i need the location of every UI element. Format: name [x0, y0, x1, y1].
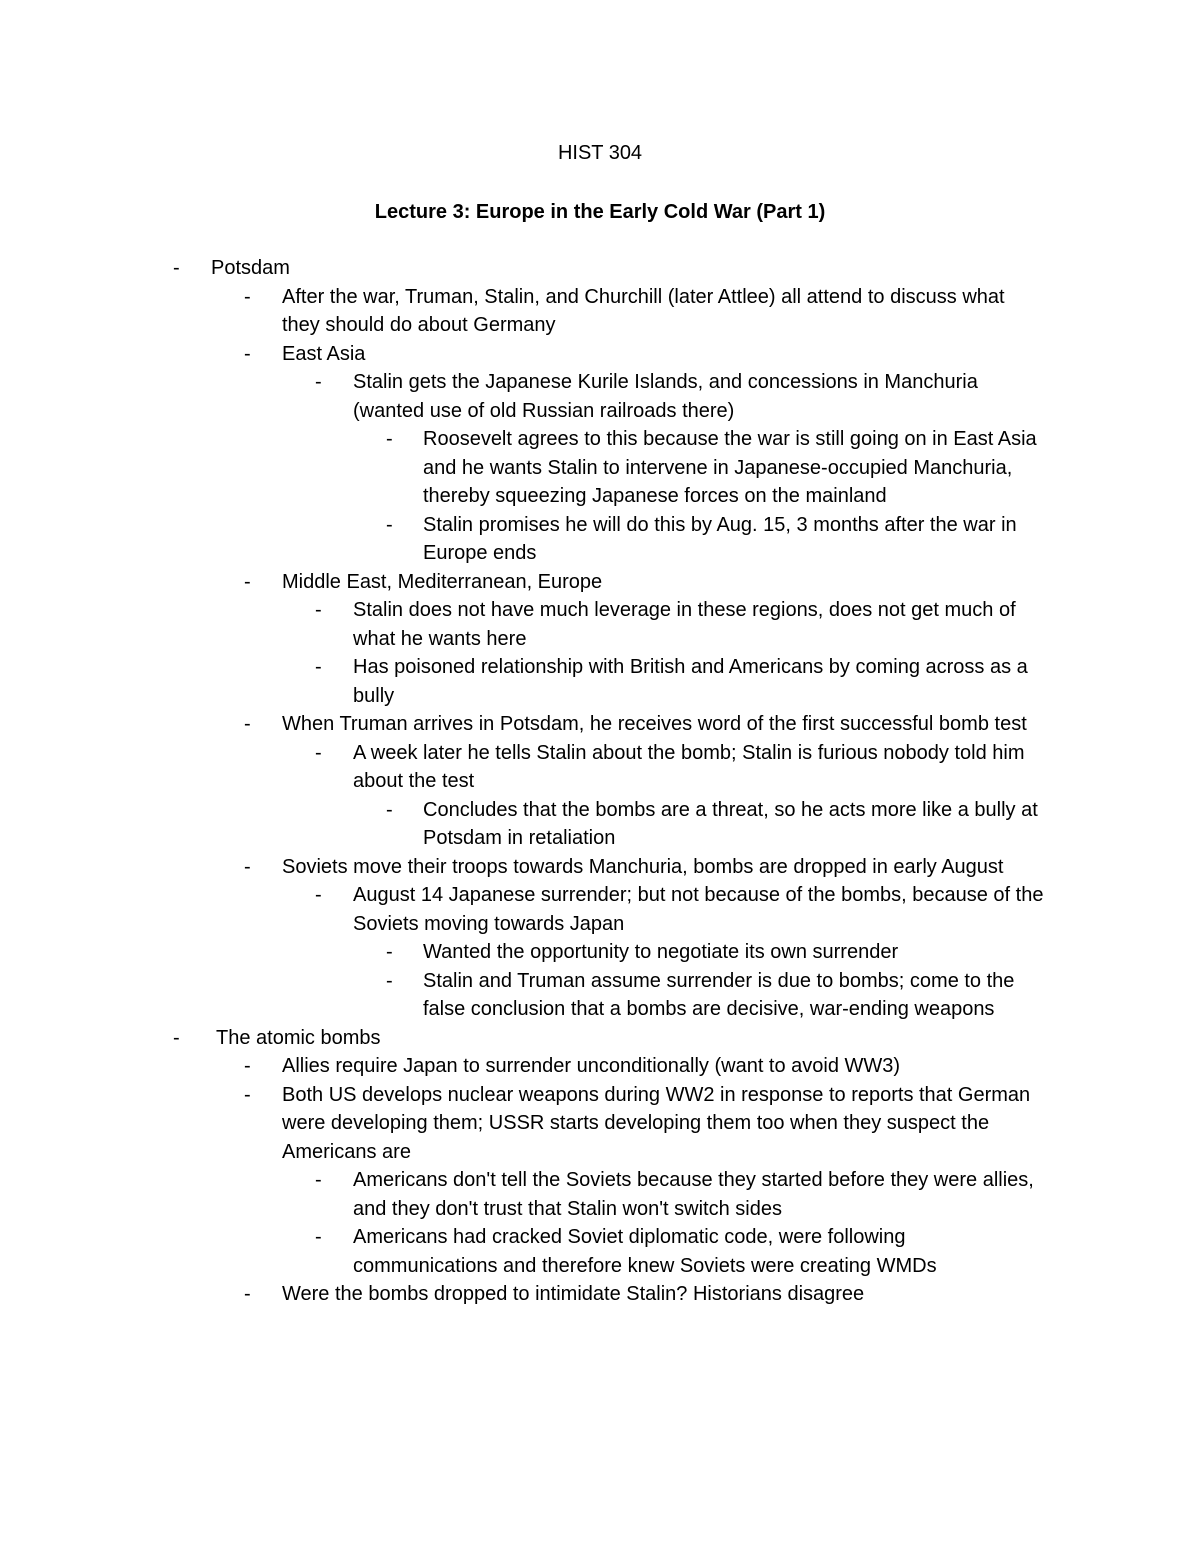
outline-item	[0, 1280, 1046, 1309]
outline-item-text: Has poisoned relationship with British and Americans by coming across as a bully	[353, 656, 1028, 707]
outline-item-text: Americans don't tell the Soviets because they started before they were allies, and they don't trust that Stalin won't switch sides	[353, 1169, 1034, 1220]
outline-item-text: Stalin does not have much leverage in these regions, does not get much of what he wants here	[353, 599, 1016, 650]
outline-item-text: East Asia	[282, 342, 366, 365]
bullet-dash: -	[386, 798, 393, 821]
outline-item-text: Roosevelt agrees to this because the war is still going on in East Asia and he wants Stalin to intervene in Japanese-occupied Manchuria, thereby squeezing Japanese forces on the mainland	[423, 428, 1037, 507]
bullet-dash: -	[244, 713, 251, 735]
bullet-dash: -	[244, 855, 251, 878]
outline-item-text: Wanted the opportunity to negotiate its own surrender	[423, 941, 899, 963]
outline-item	[0, 1052, 1046, 1081]
bullet-dash: -	[244, 1083, 251, 1106]
outline-item	[0, 1024, 1046, 1053]
outline-item-text: Middle East, Mediterranean, Europe	[282, 570, 603, 593]
outline-item-text: When Truman arrives in Potsdam, he receives word of the first successful bomb test	[282, 713, 1027, 735]
outline-item	[0, 796, 1046, 853]
bullet-dash: -	[244, 342, 251, 365]
outline-item	[0, 881, 1046, 938]
bullet-dash: -	[386, 969, 393, 992]
outline-item	[0, 254, 1046, 283]
bullet-dash: -	[244, 1055, 251, 1077]
outline-item-text: August 14 Japanese surrender; but not because of the bombs, because of the Soviets moving towards Japan	[353, 884, 1044, 935]
outline-item	[0, 653, 1046, 710]
outline-item	[0, 368, 1046, 425]
outline-item-text: Stalin gets the Japanese Kurile Islands, and concessions in Manchuria (wanted use of old Russian railroads there)	[353, 371, 978, 422]
outline-item	[0, 853, 1046, 882]
outline-item-text: Potsdam	[211, 257, 290, 279]
outline-item-text: After the war, Truman, Stalin, and Churchill (later Attlee) all attend to discuss what they should do about Germany	[282, 285, 1005, 336]
bullet-dash: -	[244, 285, 251, 308]
bullet-dash: -	[315, 599, 322, 621]
lecture-title: Lecture 3: Europe in the Early Cold War (Part 1)	[374, 201, 826, 223]
outline-item	[0, 938, 1046, 967]
outline-item	[0, 596, 1046, 653]
outline-item	[0, 511, 1046, 568]
outline-item	[0, 425, 1046, 511]
outline-item	[0, 283, 1046, 340]
outline-item-text: Soviets move their troops towards Manchuria, bombs are dropped in early August	[282, 855, 1004, 878]
outline-item	[0, 1223, 1046, 1280]
outline-item	[0, 340, 1046, 369]
outline-item-text: Both US develops nuclear weapons during WW2 in response to reports that German were developing them; USSR starts developing them too when they suspect the Americans are	[282, 1083, 1031, 1163]
outline-item	[0, 967, 1046, 1024]
outline-item-text: Concludes that the bombs are a threat, so he acts more like a bully at Potsdam in retaliation	[423, 798, 1038, 849]
bullet-dash: -	[173, 257, 180, 279]
bullet-dash: -	[386, 513, 393, 536]
outline-item-text: Allies require Japan to surrender unconditionally (want to avoid WW3)	[282, 1055, 901, 1077]
outline-item	[0, 1166, 1046, 1223]
outline-item-text: Stalin and Truman assume surrender is due to bombs; come to the false conclusion that a bombs are decisive, war-ending weapons	[423, 969, 1015, 1020]
bullet-dash: -	[315, 1226, 322, 1248]
bullet-dash: -	[386, 428, 393, 450]
outline-item	[0, 710, 1046, 739]
bullet-dash: -	[244, 570, 251, 593]
bullet-dash: -	[386, 941, 393, 963]
bullet-dash: -	[315, 884, 322, 906]
course-code-heading: HIST 304	[557, 142, 643, 164]
outline-item	[0, 568, 1046, 597]
outline-item	[0, 739, 1046, 796]
lecture-outline	[0, 254, 1200, 1309]
outline-item-text: A week later he tells Stalin about the bomb; Stalin is furious nobody told him about the test	[353, 741, 1025, 792]
outline-item-text: Stalin promises he will do this by Aug. 15, 3 months after the war in Europe ends	[423, 513, 1017, 564]
outline-item-text: Americans had cracked Soviet diplomatic code, were following communications and therefore knew Soviets were creating WMDs	[353, 1226, 937, 1277]
bullet-dash: -	[244, 1283, 251, 1305]
outline-item	[0, 1081, 1046, 1167]
bullet-dash: -	[315, 741, 322, 764]
bullet-dash: -	[315, 371, 322, 393]
outline-item-text: The atomic bombs	[216, 1026, 381, 1049]
bullet-dash: -	[173, 1026, 180, 1049]
outline-item-text: Were the bombs dropped to intimidate Stalin? Historians disagree	[282, 1283, 865, 1305]
bullet-dash: -	[315, 1169, 322, 1191]
bullet-dash: -	[315, 656, 322, 678]
